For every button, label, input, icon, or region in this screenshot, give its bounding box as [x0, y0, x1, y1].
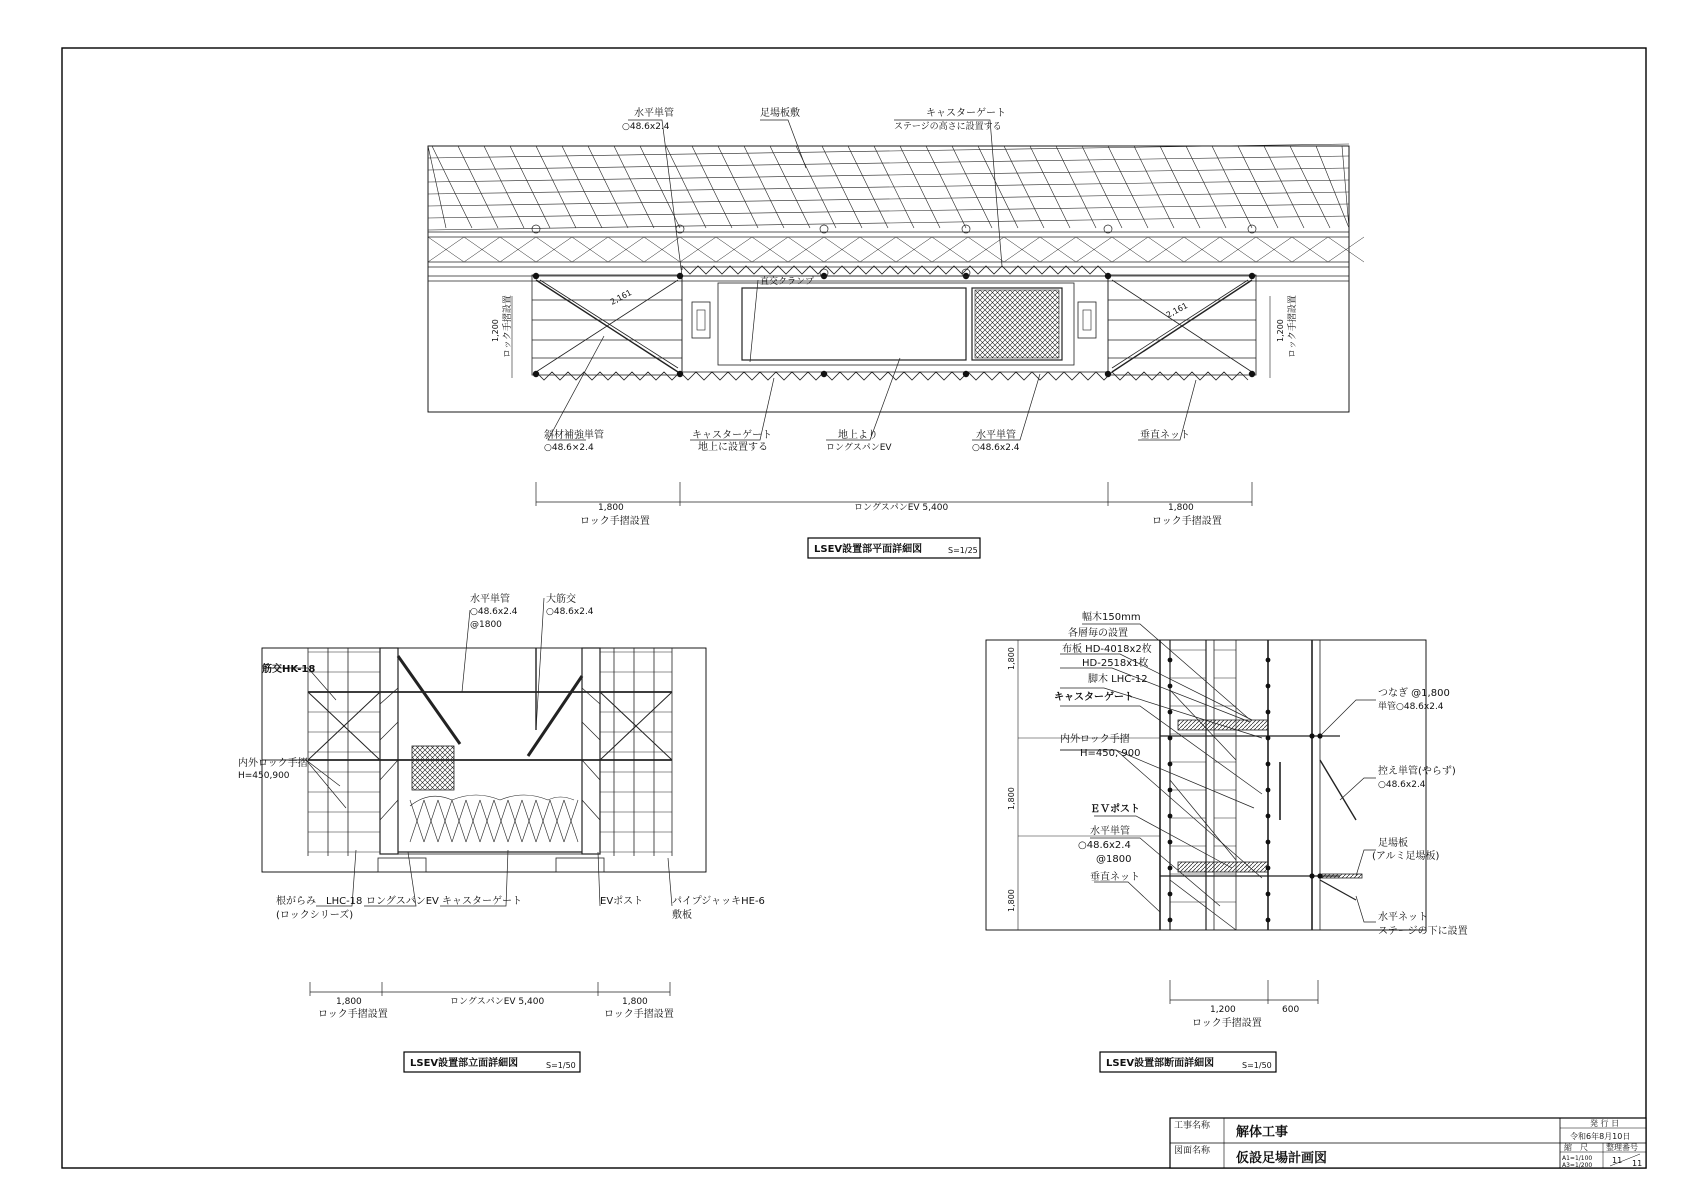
plan-view	[428, 106, 1364, 558]
plan-title: LSEV設置部平面詳細図	[814, 544, 923, 555]
plan-pipe-joints	[532, 225, 1256, 277]
roof-board-line	[1238, 146, 1278, 228]
section-clamp	[1266, 788, 1271, 793]
section-clamp	[1266, 658, 1271, 663]
roof-board-line	[926, 146, 966, 228]
elevation-dim-1-note: ロック手摺設置	[318, 1009, 388, 1020]
section-clamp	[1266, 918, 1271, 923]
roof-board-line	[1212, 146, 1252, 228]
section-height-1: 1,800	[1007, 647, 1016, 670]
plan-label-hpipe-top-2: ○48.6x2.4	[622, 122, 670, 132]
plan-label-brace-1: 斜材補強単管	[544, 430, 604, 441]
section-label-boards-1: 布板 HD-4018x2枚	[1062, 644, 1152, 655]
plan-dim-3: 1,800	[1168, 503, 1194, 513]
plan-post	[963, 371, 969, 377]
elevation-label-hk: 筋交HK-18	[262, 664, 316, 675]
plan-leaders	[548, 120, 1196, 440]
roof-board-line	[432, 146, 472, 228]
elevation-label-jack-1: パイプジャッキHE-6	[672, 896, 765, 907]
title-block-scale-label: 縮 尺	[1564, 1143, 1588, 1152]
section-label-tie-2: 単管○48.6x2.4	[1378, 702, 1444, 712]
section-label-hpipe-1: 水平単管	[1090, 826, 1130, 837]
elevation-label-brace-2: ○48.6x2.4	[546, 607, 594, 617]
section-label-hnet-2: ステージの下に設置	[1378, 926, 1468, 937]
roof-board-line	[1082, 146, 1122, 228]
plan-post	[677, 371, 683, 377]
elevation-label-base-1: 根がらみ LHC-18	[276, 896, 363, 907]
title-block-issue-label: 発 行 日	[1590, 1119, 1620, 1128]
roof-board-line	[510, 146, 550, 228]
title-block-scale-2: A3=1/200	[1562, 1162, 1593, 1169]
roof-board-line	[1108, 146, 1148, 228]
section-clamp	[1168, 918, 1173, 923]
roof-board-line	[458, 146, 498, 228]
plan-label-hpipe-top-1: 水平単管	[634, 108, 674, 119]
section-clamp	[1266, 710, 1271, 715]
plan-post	[1105, 273, 1111, 279]
elevation-dimension-line	[310, 982, 670, 996]
plan-diag-left: 2,161	[608, 288, 634, 307]
roof-board-line	[614, 146, 654, 228]
section-label-boards-2: HD-2518x1枚	[1082, 658, 1149, 669]
section-label-gate: キャスターゲート	[1054, 692, 1134, 703]
plan-label-brace-2: ○48.6×2.4	[544, 443, 594, 453]
section-height-2: 1,800	[1007, 787, 1016, 810]
plan-post	[677, 273, 683, 279]
roof-board-line	[666, 146, 706, 228]
roof-board-line	[484, 146, 524, 228]
title-block-issue-date: 令和6年8月10日	[1570, 1132, 1631, 1141]
title-block	[1170, 1118, 1646, 1169]
roof-board-line	[1134, 146, 1174, 228]
plan-scale: S=1/25	[948, 546, 978, 555]
section-label-board-1: 足場板	[1378, 838, 1408, 849]
title-block-project-name: 解体工事	[1236, 1125, 1289, 1140]
section-clamp	[1168, 684, 1173, 689]
roof-board-line	[428, 146, 446, 228]
title-block-project-label: 工事名称	[1174, 1121, 1211, 1131]
elevation-caster-gates	[410, 795, 578, 842]
plan-label-vnet: 垂直ネット	[1140, 430, 1190, 441]
plan-walkway-braces	[428, 237, 1364, 262]
section-label-tie-1: つなぎ @1,800	[1378, 688, 1450, 699]
section-clamp	[1168, 814, 1173, 819]
title-block-number-label: 整理番号	[1606, 1143, 1638, 1152]
section-structure	[1160, 640, 1362, 930]
plan-dim-1: 1,800	[598, 503, 624, 513]
plan-post	[1249, 371, 1255, 377]
roof-board-seam	[428, 216, 1349, 230]
section-clamp	[1168, 762, 1173, 767]
plan-elevator-cage	[682, 276, 1108, 372]
plan-post	[533, 273, 539, 279]
section-title: LSEV設置部断面詳細図	[1106, 1058, 1215, 1069]
roof-board-line	[1342, 146, 1349, 228]
roof-board-seam	[428, 168, 1349, 182]
plan-label-gate-bot-2: 地上に設置する	[698, 442, 768, 453]
section-clamp	[1266, 736, 1271, 741]
plan-label-clamp: 直交クランプ	[760, 277, 815, 287]
elevation-view	[238, 592, 765, 1072]
section-label-vnet: 垂直ネット	[1090, 872, 1140, 883]
plan-left-bay	[532, 275, 682, 375]
roof-board-seam	[428, 156, 1349, 170]
elevation-label-hpipe-1: 水平単管	[470, 594, 510, 605]
section-scale: S=1/50	[1242, 1061, 1272, 1070]
section-label-toe-2: 各層毎の設置	[1068, 628, 1128, 639]
elevation-label-longspan: ロングスパンEV	[366, 896, 439, 907]
elevation-dim-2: ロングスパンEV 5,400	[450, 997, 545, 1007]
roof-board-line	[1264, 146, 1304, 228]
section-label-toe-1: 幅木150mm	[1082, 612, 1141, 623]
section-clamp	[1168, 710, 1173, 715]
roof-board-line	[952, 146, 992, 228]
section-label-prop-1: 控え単管(やらず)	[1378, 766, 1456, 777]
roof-board-line	[770, 146, 810, 228]
plan-post	[1249, 273, 1255, 279]
plan-roof-pattern	[428, 144, 1349, 230]
section-label-hpipe-3: @1800	[1096, 854, 1132, 865]
plan-label-hpipe-bot-2: ○48.6x2.4	[972, 443, 1020, 453]
elevation-label-brace-1: 大筋交	[546, 594, 576, 605]
plan-right-bay	[1108, 275, 1256, 375]
roof-board-line	[1004, 146, 1044, 228]
title-block-number-value: 11	[1612, 1156, 1623, 1165]
section-clamp	[1168, 788, 1173, 793]
plan-dim-1-note: ロック手摺設置	[580, 516, 650, 527]
plan-post	[533, 371, 539, 377]
section-clamp	[1317, 873, 1322, 878]
roof-board-seam	[428, 180, 1349, 194]
section-label-hpipe-2: ○48.6x2.4	[1078, 840, 1131, 851]
title-block-scale-1: A1=1/100	[1562, 1155, 1593, 1162]
roof-board-line	[822, 146, 862, 228]
elevation-structure	[308, 648, 672, 872]
section-clamp	[1168, 866, 1173, 871]
plan-post	[1105, 371, 1111, 377]
section-label-hnet-1: 水平ネット	[1378, 912, 1428, 923]
roof-board-line	[1030, 146, 1070, 228]
title-block-number-total: 11	[1632, 1159, 1643, 1168]
section-clamp	[1266, 762, 1271, 767]
section-label-rail-2: H=450, 900	[1080, 748, 1141, 759]
plan-diag-right: 2,161	[1164, 301, 1190, 320]
plan-dim-2: ロングスパンEV 5,400	[854, 503, 949, 513]
section-clamp	[1168, 658, 1173, 663]
plan-side-dim-left: 1,200	[491, 319, 500, 342]
section-clamp	[1168, 840, 1173, 845]
elevation-label-jack-2: 敷板	[672, 910, 692, 921]
elevation-rails	[308, 652, 672, 852]
gate-top	[410, 795, 574, 806]
sheet-border	[62, 48, 1646, 1168]
roof-board-line	[1316, 146, 1349, 228]
plan-side-dim-right: 1,200	[1276, 319, 1285, 342]
plan-side-dims	[512, 296, 1270, 378]
plan-label-hpipe-bot-1: 水平単管	[976, 430, 1016, 441]
section-dimension-line	[1170, 980, 1318, 1004]
section-height-3: 1,800	[1007, 889, 1016, 912]
section-clamp	[1266, 840, 1271, 845]
plan-net-bottom	[536, 372, 1248, 380]
elevation-dim-1: 1,800	[336, 997, 362, 1007]
elevation-label-hpipe-3: @1800	[470, 620, 502, 630]
title-block-drawing-label: 図面名称	[1174, 1146, 1211, 1156]
plan-label-board: 足場板敷	[760, 108, 800, 119]
roof-board-seam	[428, 192, 1349, 206]
section-clamp	[1266, 892, 1271, 897]
elevation-label-hpipe-2: ○48.6x2.4	[470, 607, 518, 617]
elevation-label-evpost: EVポスト	[600, 896, 644, 907]
plan-label-gate-bot-1: キャスターゲート	[692, 430, 772, 441]
section-label-board-2: (アルミ足場板)	[1372, 851, 1440, 862]
roof-board-line	[744, 146, 784, 228]
elevation-scale: S=1/50	[546, 1061, 576, 1070]
roof-board-line	[692, 146, 732, 228]
plan-label-gate-top-1: キャスターゲート	[926, 108, 1006, 119]
elevation-label-rail-2: H=450,900	[238, 771, 290, 781]
elevation-label-rail-1: 内外ロック手摺	[238, 758, 308, 769]
plan-side-note-right: ロック手摺設置	[1288, 295, 1298, 358]
section-label-prop-2: ○48.6x2.4	[1378, 780, 1426, 790]
roof-board-seam	[428, 204, 1349, 218]
section-label-rail-1: 内外ロック手摺	[1060, 734, 1130, 745]
roof-board-line	[718, 146, 758, 228]
roof-board-line	[1056, 146, 1096, 228]
elevation-title: LSEV設置部立面詳細図	[410, 1058, 519, 1069]
elevation-dim-3: 1,800	[622, 997, 648, 1007]
plan-label-gate-top-2: ステージの高さに設置する	[894, 122, 1002, 132]
elevation-dim-3-note: ロック手摺設置	[604, 1009, 674, 1020]
section-dim-2: 600	[1282, 1005, 1300, 1015]
section-clamp	[1309, 733, 1314, 738]
elevation-label-gate: キャスターゲート	[442, 896, 522, 907]
section-clamp	[1168, 736, 1173, 741]
section-label-evpost: ＥＶポスト	[1090, 804, 1140, 815]
roof-board-line	[1290, 146, 1330, 228]
section-clamp	[1266, 684, 1271, 689]
plan-side-note-left: ロック手摺設置	[503, 295, 513, 358]
section-dim-1: 1,200	[1210, 1005, 1236, 1015]
section-clamp	[1309, 873, 1314, 878]
section-clamp	[1266, 866, 1271, 871]
elevation-label-base-2: (ロックシリーズ)	[276, 910, 354, 921]
plan-label-long-2: ロングスパンEV	[826, 443, 892, 453]
section-clamp	[1168, 892, 1173, 897]
section-label-boards-3: 脚木 LHC-12	[1088, 674, 1148, 685]
title-block-drawing-name: 仮設足場計画図	[1236, 1151, 1328, 1166]
section-dim-1-note: ロック手摺設置	[1192, 1018, 1262, 1029]
section-view	[986, 610, 1468, 1072]
plan-post	[821, 371, 827, 377]
section-clamp	[1266, 814, 1271, 819]
plan-dim-3-note: ロック手摺設置	[1152, 516, 1222, 527]
plan-label-long-1: 地上より	[838, 430, 878, 441]
